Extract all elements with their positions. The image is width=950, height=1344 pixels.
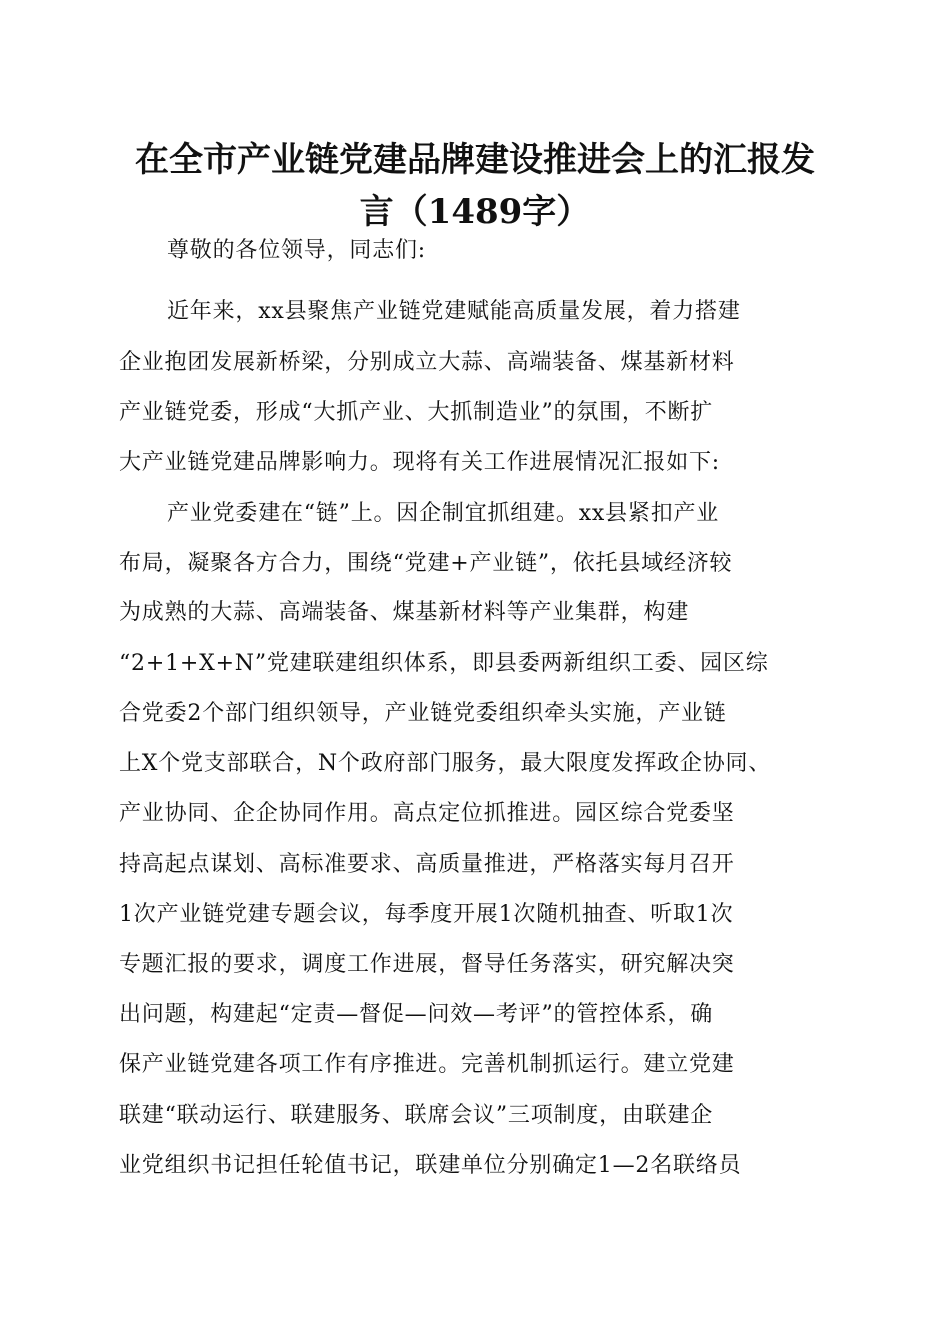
paragraph-1-line-4: 大产业链党建品牌影响力。现将有关工作进展情况汇报如下: bbox=[119, 450, 721, 475]
salutation: 尊敬的各位领导，同志们: bbox=[167, 238, 427, 263]
paragraph-2-line-5: 合党委2个部门组织领导，产业链党委组织牵头实施，产业链 bbox=[119, 701, 727, 726]
paragraph-2-line-13: 联建“联动运行、联建服务、联席会议”三项制度，由联建企 bbox=[119, 1103, 714, 1128]
paragraph-2-line-10: 专题汇报的要求，调度工作进展，督导任务落实，研究解决突 bbox=[119, 952, 735, 977]
paragraph-2-line-6: 上X个党支部联合，N个政府部门服务，最大限度发挥政企协同、 bbox=[119, 751, 772, 776]
paragraph-2-line-1: 产业党委建在“链”上。因企制宜抓组建。xx县紧扣产业 bbox=[167, 501, 720, 526]
paragraph-2-line-4: “2+1+X+N”党建联建组织体系，即县委两新组织工委、园区综 bbox=[119, 651, 769, 676]
paragraph-1-line-3: 产业链党委，形成“大抓产业、大抓制造业”的氛围，不断扩 bbox=[119, 400, 714, 425]
paragraph-2-line-9: 1次产业链党建专题会议，每季度开展1次随机抽查、听取1次 bbox=[119, 902, 734, 927]
document-title-line-1: 在全市产业链党建品牌建设推进会上的汇报发 bbox=[135, 140, 815, 180]
paragraph-2-line-7: 产业协同、企企协同作用。高点定位抓推进。园区综合党委坚 bbox=[119, 801, 735, 826]
paragraph-2-line-11: 出问题，构建起“定责—督促—问效—考评”的管控体系，确 bbox=[119, 1002, 714, 1027]
paragraph-1-line-1: 近年来，xx县聚焦产业链党建赋能高质量发展，着力搭建 bbox=[167, 299, 741, 324]
paragraph-1-line-2: 企业抱团发展新桥梁，分别成立大蒜、高端装备、煤基新材料 bbox=[119, 350, 735, 375]
paragraph-2-line-8: 持高起点谋划、高标准要求、高质量推进，严格落实每月召开 bbox=[119, 852, 735, 877]
paragraph-2-line-3: 为成熟的大蒜、高端装备、煤基新材料等产业集群，构建 bbox=[119, 600, 690, 625]
paragraph-2-line-14: 业党组织书记担任轮值书记，联建单位分别确定1—2名联络员 bbox=[119, 1153, 742, 1178]
document-title-line-2: 言（1489字） bbox=[359, 192, 591, 232]
paragraph-2-line-2: 布局，凝聚各方合力，围绕“党建+产业链”，依托县域经济较 bbox=[119, 551, 733, 576]
paragraph-2-line-12: 保产业链党建各项工作有序推进。完善机制抓运行。建立党建 bbox=[119, 1052, 735, 1077]
